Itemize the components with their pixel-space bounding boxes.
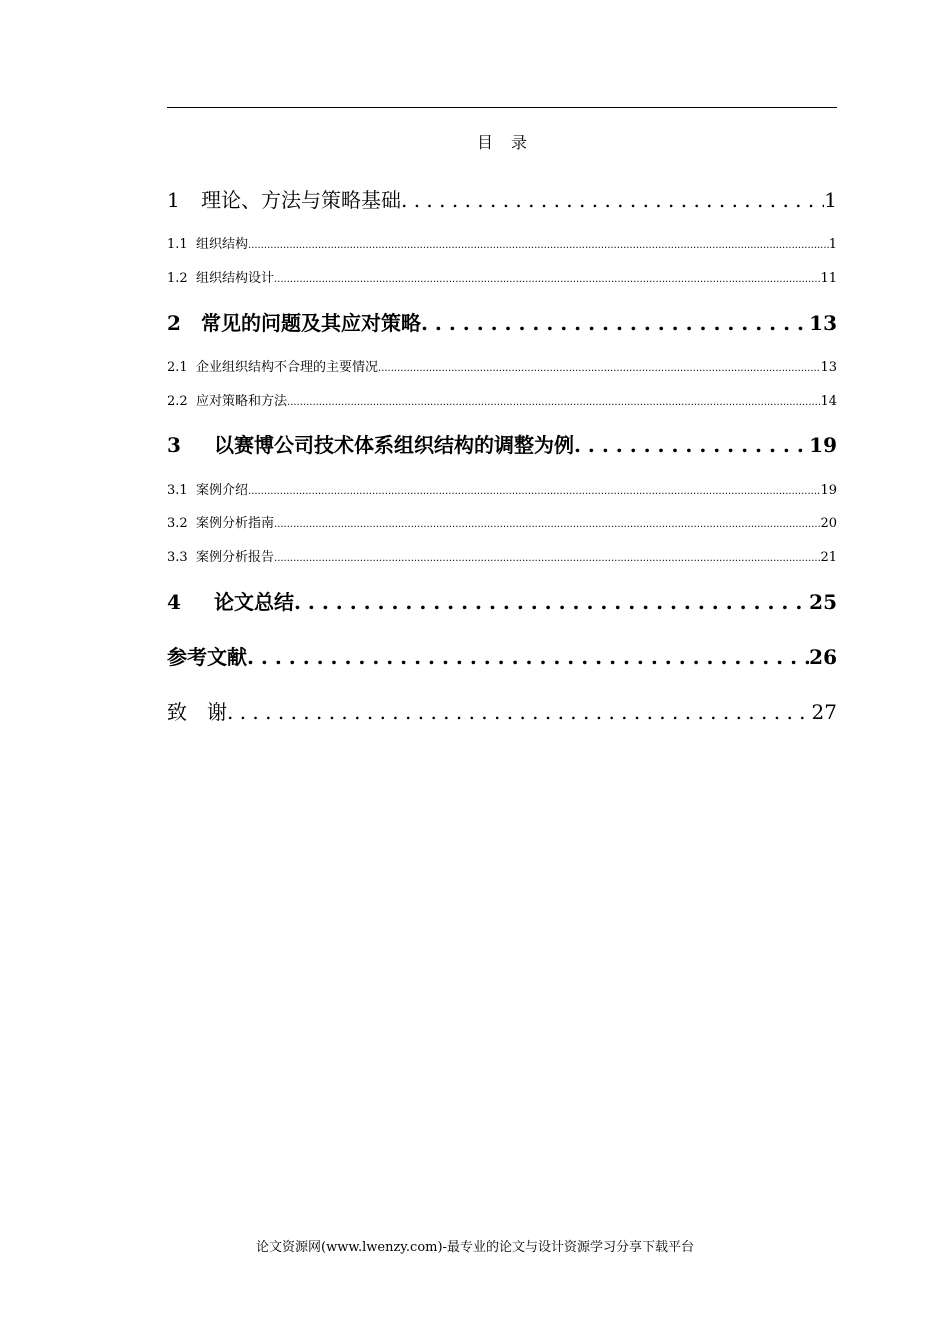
toc-entry-number: 2.2 [167,394,188,409]
toc-entry-page: 1 [824,188,837,212]
toc-entry-references[interactable] [167,641,837,670]
toc-title-left: 目 [476,133,493,152]
toc-title [167,130,837,153]
header-rule [167,107,837,108]
toc-entry-text: 企业组织结构不合理的主要情况 [196,360,379,375]
toc-entry-3[interactable] [167,429,837,458]
toc-entry-text: 参考文献 [167,645,247,669]
toc-leader-dots [287,394,820,409]
toc-entry-text: 应对策略和方法 [196,394,288,409]
toc-entry-text: 案例介绍 [196,483,249,498]
toc-entry-page: 11 [820,271,837,286]
toc-entry-number: 2 [167,311,181,335]
toc-entry-page: 19 [809,433,837,457]
toc-leader-dots [378,360,820,375]
toc-entry-page: 26 [809,645,837,669]
toc-entry-number: 1 [167,188,180,212]
toc-entry-number: 3.1 [167,483,188,498]
toc-leader-dots [574,433,809,457]
toc-entry-text: 论文总结 [214,590,294,614]
toc-entry-2[interactable] [167,307,837,336]
toc-entry-text: 组织结构设计 [196,271,275,286]
toc-entry-text: 案例分析报告 [196,550,275,565]
toc-entry-2-2[interactable] [167,390,837,409]
toc-entry-number: 1.2 [167,271,188,286]
toc-leader-dots [248,483,820,498]
toc-entry-text: 理论、方法与策略基础 [201,188,401,212]
toc-entry-page: 14 [820,394,837,409]
toc-entry-4[interactable] [167,586,837,615]
toc-leader-dots [227,700,812,724]
toc-leader-dots [421,311,809,335]
toc-entry-number: 3 [167,433,181,457]
toc-entry-number: 4 [167,590,181,614]
toc-entry-number: 3.2 [167,516,188,531]
toc-entry-page: 13 [809,311,837,335]
toc-leader-dots [247,645,809,669]
toc-entry-acknowledgements[interactable] [167,696,837,725]
toc-entry-text: 以赛博公司技术体系组织结构的调整为例 [214,433,574,457]
toc-entry-2-1[interactable] [167,356,837,375]
toc-leader-dots [274,516,820,531]
toc-entry-page: 27 [811,700,837,724]
toc-entry-text: 案例分析指南 [196,516,275,531]
toc-entry-text: 致 谢 [167,700,227,724]
toc-entry-3-1[interactable] [167,479,837,498]
toc-entry-page: 21 [820,550,837,565]
toc-entry-page: 20 [820,516,837,531]
toc-entry-number: 3.3 [167,550,188,565]
toc-entry-page: 25 [809,590,837,614]
toc-leader-dots [274,550,820,565]
toc-entry-1-1[interactable] [167,233,837,252]
toc-leader-dots [401,188,824,212]
toc-entry-text: 常见的问题及其应对策略 [201,311,421,335]
toc-entry-page: 19 [820,483,837,498]
toc-entry-1[interactable] [167,184,837,213]
toc-entry-page: 1 [828,237,837,252]
toc-entry-text: 组织结构 [196,237,249,252]
toc-title-right: 录 [511,133,528,152]
toc-entry-3-2[interactable] [167,512,837,531]
toc-entry-page: 13 [820,360,837,375]
toc-entry-number: 1.1 [167,237,188,252]
toc-leader-dots [248,237,829,252]
toc-leader-dots [294,590,809,614]
toc-entry-1-2[interactable] [167,267,837,286]
toc-entry-number: 2.1 [167,360,188,375]
toc-leader-dots [274,271,820,286]
toc-entry-3-3[interactable] [167,546,837,565]
page-footer: 论文资源网(www.lwenzy.com)-最专业的论文与设计资源学习分享下载平台 [256,1240,694,1255]
